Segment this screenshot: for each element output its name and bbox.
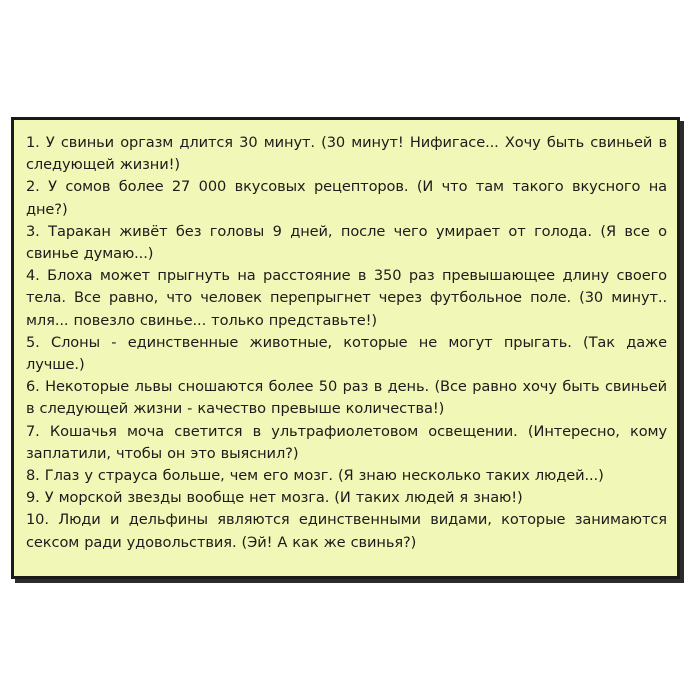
fact-item-3: 3. Таракан живёт без головы 9 дней, после чего умирает от голода. (Я все о свинье думаю...) [26, 222, 667, 263]
fact-item-9: 9. У морской звезды вообще нет мозга. (И таких людей я знаю!) [26, 489, 523, 507]
fact-item-1: 1. У свиньи оргазм длится 30 минут. (30 минут! Нифигасе... Хочу быть свиньей в следующей жизни!) [26, 134, 667, 174]
fact-item-6: 6. Некоторые львы сношаются более 50 раз в день. (Все равно хочу быть свиньей в следующей жизни - качество превыше количества!) [26, 378, 667, 418]
fact-item-2: 2. У сомов более 27 000 вкусовых рецепторов. (И что там такого вкусного на дне?) [26, 178, 667, 218]
fact-item-7: 7. Кошачья моча светится в ультрафиолетовом освещении. (Интересно, кому заплатили, чтобы он это выяснил?) [26, 422, 667, 462]
fact-item-4: 4. Блоха может прыгнуть на расстояние в 350 раз превышающее длину своего тела. Все равно, что человек перепрыгнет через футбольное поле. (30 минут.. мля... повезло свинье... только представьте!) [26, 267, 667, 329]
fact-item-5: 5. Слоны - единственные животные, которые не могут прыгать. (Так даже лучше.) [26, 333, 667, 374]
fact-item-8: 8. Глаз у страуса больше, чем его мозг. (Я знаю несколько таких людей...) [26, 467, 604, 485]
fact-item-10: 10. Люди и дельфины являются единственными видами, которые занимаются сексом ради удовольствия. (Эй! А как же свинья?) [26, 511, 667, 551]
fact-list [26, 132, 667, 554]
note-card [11, 117, 680, 579]
